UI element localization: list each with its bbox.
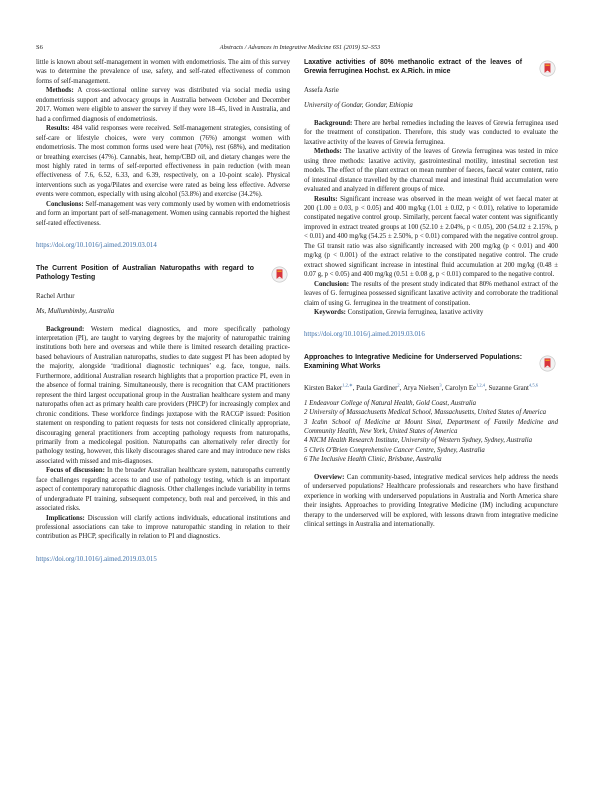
- article3-background: [304, 119, 558, 147]
- affiliation-item: 5 Chris O'Brien Comprehensive Cancer Centre, Sydney, Australia: [304, 446, 485, 454]
- article3-author: Assefa Asrie: [304, 87, 339, 94]
- article4-authors: [304, 381, 558, 394]
- article1-methods: [36, 86, 290, 124]
- article2-focus: [36, 466, 290, 513]
- article4-author: Kirsten Baker$^{1,2,∗}$,: [304, 382, 357, 393]
- article2-background: [36, 325, 290, 467]
- article2-background-text: Western medical diagnostics, and more specifically pathology interpretation (PI), are taught to varying degrees by the majority of naturopathic training institutions both here and overseas and while there is limited research detailing practice-based behaviours of Australian naturopaths, studies to date suggest PI has been adopted by the majority, alongside ‘traditional diagnostic techniques’ e.g. face, tongue, nails. Furthermore, additional Australian research highlights that a proportion practice PI, even in the absence of formal training. Simultaneously, there is recognition that CAM practitioners represent the third largest occupational group in the Australian healthcare system and many naturopaths often act as primary health care providers (PHCP) for increasingly complex and chronic conditions. These workforce findings juxtapose with the RACGP issued: Position statement on responding to patient requests for tests not considered clinically appropriate, discouraging general practitioners from accepting pathology requests from naturopaths, primarily from a medicolegal position. Naturopaths can alternatively refer directly for pathology testing, however, this likely discourages shared care and may introduce new risks associated with missed and mis-diagnoses.: [36, 325, 290, 465]
- affiliation-item: 3 Icahn School of Medicine at Mount Sinai, Department of Family Medicine and Community Health, New York, United States of America: [304, 418, 558, 435]
- article1-methods-text: A cross-sectional online survey was distributed via social media using endometriosis support and advocacy groups in Australia between October and December 2017. Women were eligible to answer the survey if they were 18–45, lived in Australia, and had a confirmed diagnosis of endometriosis.: [36, 87, 290, 123]
- affiliation-item: 1 Endeavour College of Natural Health, Gold Coast, Australia: [304, 399, 477, 407]
- article1-para: little is known about self-management in women with endometriosis. The aim of this survey was to determine the prevalence of use, safety, and self-rated effectiveness of common forms of self-management.: [36, 59, 290, 85]
- article2-focus-text: In the broader Australian healthcare system, naturopaths currently face challenges regarding access to and use of pathology testing, which is an important aspect of contemporary naturopathic diagnosis. Other challenges include variability in terms of undergraduate PI training, subsequent competency, both real and perceived, in this and associated risks.: [36, 467, 291, 513]
- article2-author: Rachel Arthur: [36, 292, 75, 300]
- article3-doi-link[interactable]: https://doi.org/10.1016/j.aimed.2019.03.016: [304, 331, 425, 339]
- article2-title: The Current Position of Australian Naturopaths with regard to Pathology Testing: [36, 264, 254, 281]
- article4-title-block: [304, 353, 558, 371]
- article2-background-label: Background:: [46, 325, 85, 333]
- article4-author: Suzanne Grant$^{4,5,6}$: [488, 382, 538, 393]
- article2-implications: [36, 514, 290, 542]
- article2-doi-link[interactable]: https://doi.org/10.1016/j.aimed.2019.03.015: [36, 555, 157, 563]
- article2-affiliation: Ms, Mullumbimby, Australia: [36, 308, 115, 316]
- article3-keywords-text: Constipation, Grewia ferruginea, laxative activity: [347, 308, 484, 316]
- article1-results-label: Results:: [46, 125, 70, 133]
- article3-title: Laxative activities of 80% methanolic extract of the leaves of Grewia ferruginea Hochst. ex A.Rich. in mice: [304, 59, 522, 75]
- article3-keywords-label: Keywords:: [314, 308, 346, 316]
- page-number: S6: [36, 44, 43, 51]
- article2-implications-label: Implications:: [46, 514, 85, 522]
- article3-affiliation: University of Gondar, Gondar, Ethiopia: [304, 102, 413, 110]
- article3-background-label: Background:: [314, 119, 353, 127]
- article4-title: Approaches to Integrative Medicine for Underserved Populations: Examining What Works: [304, 353, 522, 370]
- article4-overview-label: Overview:: [314, 473, 345, 481]
- article1-results: [36, 124, 290, 200]
- article3-title-block: [304, 58, 558, 76]
- article3-methods-label: Methods:: [314, 148, 342, 156]
- affiliation-item: 4 NICM Health Research Institute, University of Western Sydney, Sydney, Australia: [304, 437, 533, 445]
- article3-background-text: There are herbal remedies including the leaves of Grewia ferruginea used for the treatment of constipation. Therefore, this study was conducted to evaluate the laxative activity of the leaves of Grewia ferruginea.: [304, 119, 558, 146]
- crossmark-icon[interactable]: [271, 266, 288, 283]
- article1-methods-label: Methods:: [46, 87, 74, 95]
- article1-conclusions: [36, 200, 290, 228]
- left-column: [36, 58, 290, 577]
- article1-results-text: 484 valid responses were received. Self-management strategies, consisting of self-care or lifestyle choices, were very common (76%) amongst women with endometriosis. The most common forms used were heat (70%), rest (68%), and meditation or breathing exercises (47%). Cannabis, heat, hemp/CBD oil, and dietary changes were the most highly rated in terms of self-reported effectiveness in pain reduction (with mean effectiveness of 7.6, 6.52, 6.33, and 6.39, respectively, on a 10-point scale). Physical interventions such as yoga/Pilates and exercise were rated as being less effective. Adverse events were common, especially with using alcohol (53.8%) and exercise (34.2%).: [36, 125, 290, 199]
- right-column: [304, 58, 558, 530]
- article4-author: Paula Gardiner$^2$,: [356, 382, 404, 393]
- article3-methods-text: The laxative activity of the leaves of Grewia ferruginea was tested in mice using three methods: laxative activity, gastrointestinal motility, intestinal secretion test models. The effect of the plant extract on mean number of faeces, faecal water content, ratio of intestinal distance travelled by the charcoal meal and intestinal fluid accumulation were evaluated and analyzed in different groups of mice.: [304, 148, 558, 194]
- article4-overview-text: Can community-based, integrative medical services help address the needs of underserved populations? Healthcare professionals and researchers who have firsthand experience in working with underserved populations in Australia and North America share their insights. Approaches to providing Integrative Medicine (IM) including acupuncture therapy to the underserved will be explored, with lessons drawn from integrative medicine clinical settings in Australia and internationally.: [304, 473, 558, 529]
- article3-methods: [304, 147, 558, 194]
- article3-conclusion-label: Conclusion:: [314, 280, 349, 288]
- article3-results-label: Results:: [314, 195, 338, 203]
- crossmark-icon[interactable]: [539, 60, 556, 77]
- article3-results-text: Significant increase was observed in the mean weight of wet faecal mater at 200 (1.00 ± 0.03, p < 0.05) and 400 mg/kg (1.01 ± 0.02, p < 0.01), relative to loperamide constipated negative control group. Similarly, percent faecal water content was significantly improved in extract treated groups at 100 (52.10 ± 2.04%, p < 0.05), 200 (54.02 ± 2.15%, p < 0.01) and 400 mg/kg (54.25 ± 2.50%, p < 0.01) compared with the negative control group. The GI transit ratio was also significantly increased with 200 mg/kg (p < 0.01) and 400 mg/kg (p < 0.001) of the extract relative to the constipated negative control. The crude extract showed significant increase in intestinal fluid accumulation at 200 mg/kg (0.48 ± 0.07 g, p < 0.05) and 400 mg/kg (0.51 ± 0.08 g, p < 0.01) compared to the negative control.: [304, 195, 558, 279]
- article3-keywords: [304, 308, 558, 317]
- article2-implications-text: Discussion will clarify actions individuals, educational institutions and professional associations can take to improve naturopathic standing in relation to their contribution as PHCP, specifically in relation to PI and diagnostics.: [36, 514, 290, 541]
- article4-author: Arya Nielsen$^3$,: [403, 382, 446, 393]
- article2-focus-label: Focus of discussion:: [46, 467, 105, 475]
- article4-author: Carolyn Ee$^{1,2,4}$,: [445, 382, 489, 393]
- running-head: Abstracts / Advances in Integrative Medicine 6S1 (2019) S2–S53: [219, 44, 381, 51]
- article4-overview: [304, 473, 558, 530]
- article1-doi-link[interactable]: https://doi.org/10.1016/j.aimed.2019.03.014: [36, 242, 157, 250]
- article4-affiliations: [304, 399, 558, 465]
- crossmark-icon[interactable]: [539, 355, 556, 372]
- article3-results: [304, 195, 558, 280]
- article3-conclusion-text: The results of the present study indicated that 80% methanol extract of the leaves of G. ferruginea possessed significant laxative activity and corroborate the traditional claim of using G. ferruginea in the treatment of constipation.: [304, 280, 558, 307]
- article2-title-block: [36, 264, 290, 282]
- affiliation-item: 6 The Inclusive Health Clinic, Brisbane, Australia: [304, 456, 442, 464]
- article1-conclusions-label: Conclusions:: [46, 200, 84, 208]
- article3-conclusion: [304, 280, 558, 308]
- article1-conclusions-text: Self-management was very commonly used by women with endometriosis and form an important part of self-management. Women using cannabis reported the highest self-rated effectiveness.: [36, 200, 290, 227]
- affiliation-item: 2 University of Massachusetts Medical School, Massachusetts, United States of America: [304, 409, 547, 417]
